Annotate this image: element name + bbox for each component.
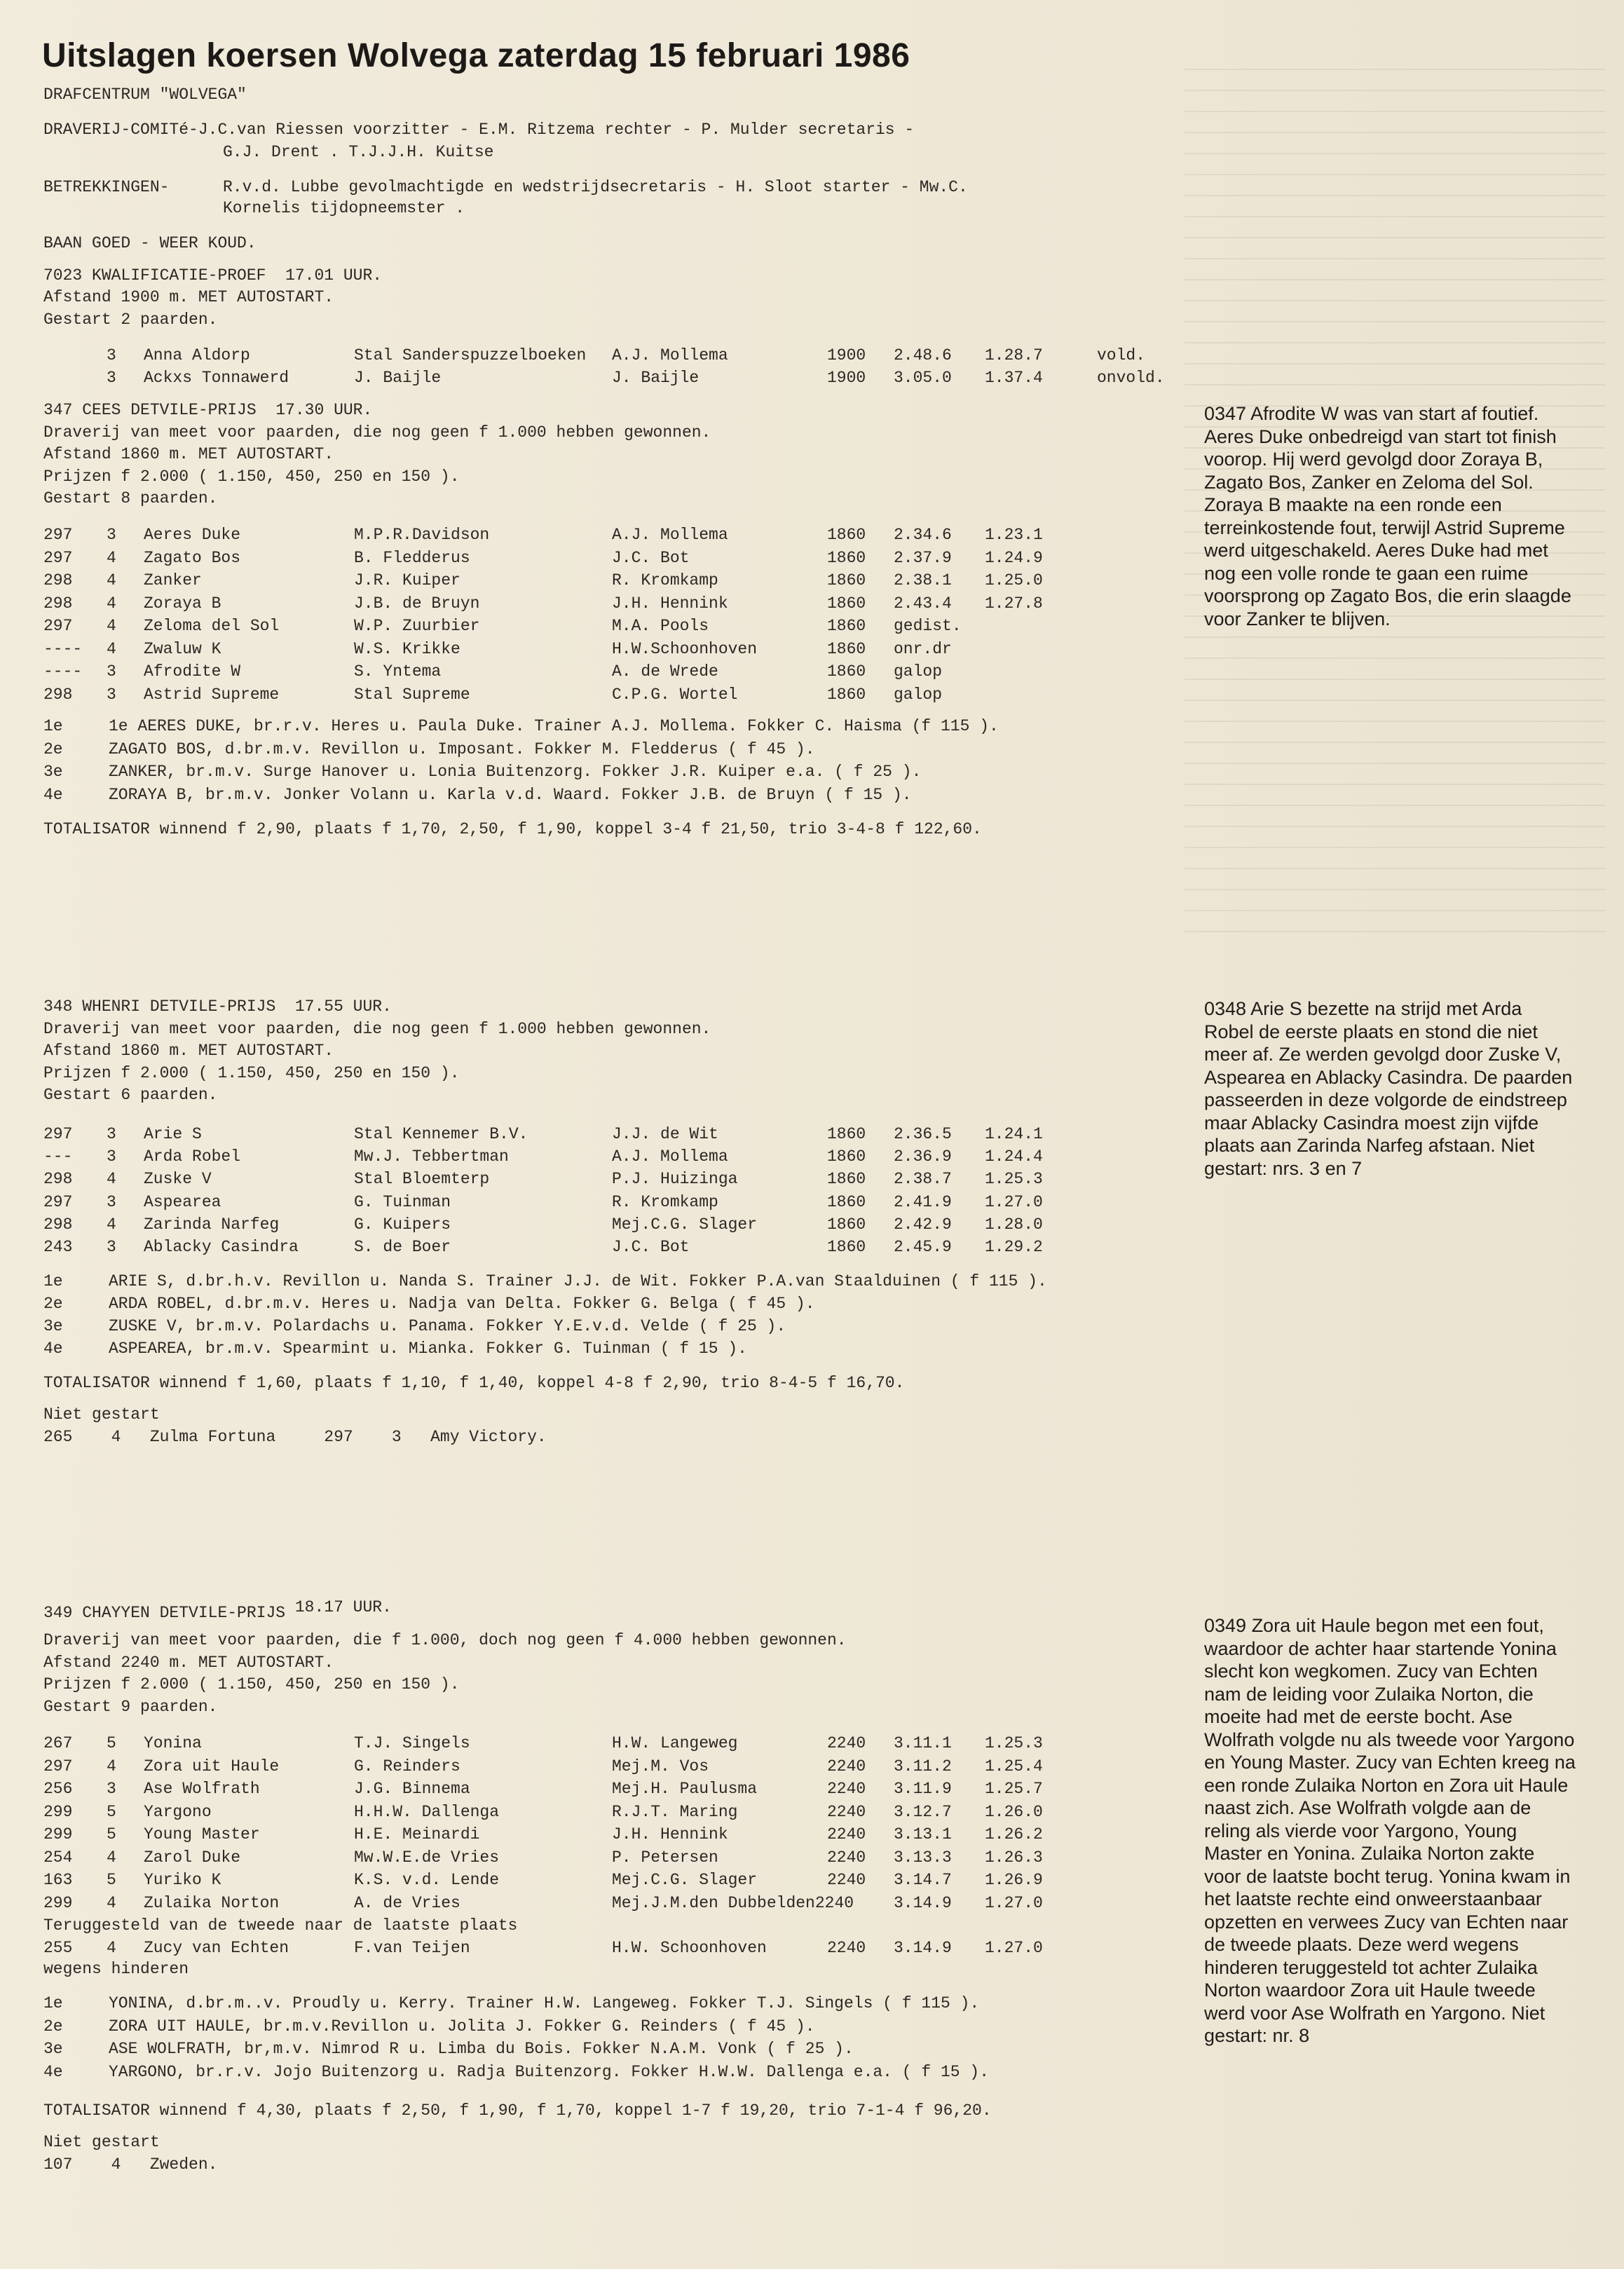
cell-nr: 256	[43, 1780, 73, 1798]
cell-nr: ----	[43, 662, 83, 681]
cell-time: 2.34.6	[894, 526, 952, 544]
cell-time: 2.38.7	[894, 1170, 952, 1189]
cell-distance: 2240	[827, 1757, 866, 1776]
page-title: Uitslagen koersen Wolvega zaterdag 15 februari 1986	[42, 37, 910, 74]
cell-nr: 255	[43, 1939, 73, 1957]
cell-owner: J. Baijle	[354, 369, 442, 387]
cell-driver: J.H. Hennink	[612, 1825, 728, 1844]
cell-time: 2.36.5	[894, 1125, 952, 1143]
cell-driver: J.C. Bot	[612, 1238, 690, 1256]
race348-comment: 0348 Arie S bezette na strijd met Arda Robel de eerste plaats en stond die niet meer af. Ze werden gevolgd door Zuske V, Aspearea en Ablacky Casindra. De paarden passeerden in deze volgorde de eindstreep maar Ablacky Casindra moest zijn vijfde plaats aan Zarinda Narfeg afstaan. Niet gestart: nrs. 3 en 7	[1204, 998, 1573, 1179]
cell-age: 3	[107, 1192, 116, 1211]
cell-age: 3	[107, 685, 116, 704]
cell-horse: Yuriko K	[144, 1871, 221, 1889]
cell-time: 2.45.9	[894, 1238, 952, 1256]
cell-distance: 1860	[827, 526, 866, 544]
cell-horse: Ase Wolfrath	[144, 1780, 260, 1798]
cell-distance: 1860	[827, 1192, 866, 1211]
cell-distance: 1860	[827, 685, 866, 704]
placing-text: ZUSKE V, br.m.v. Polardachs u. Panama. Fokker Y.E.v.d. Velde ( f 25 ).	[109, 1317, 786, 1335]
cell-distance: 2240	[827, 1871, 866, 1889]
placing-rank: 2e	[43, 1295, 63, 1313]
cell-owner: G. Tuinman	[354, 1192, 451, 1211]
race-info-line: Draverij van meet voor paarden, die nog geen f 1.000 hebben gewonnen.	[43, 423, 711, 442]
cell-horse: Aeres Duke	[144, 526, 241, 544]
cell-driver: A.J. Mollema	[612, 526, 728, 544]
cell-horse: Zeloma del Sol	[144, 617, 280, 635]
race349-totalisator: TOTALISATOR winnend f 4,30, plaats f 2,50, f 1,90, f 1,70, koppel 1-7 f 19,20, trio 7-1-4 f 96,20.	[43, 2101, 992, 2120]
cell-km-time: 1.25.7	[985, 1780, 1043, 1798]
cell-owner: G. Kuipers	[354, 1215, 451, 1234]
race-info-line: Gestart 6 paarden.	[43, 1086, 218, 1104]
cell-driver: A.J. Mollema	[612, 1147, 728, 1166]
race7023-line2: Afstand 1900 m. MET AUTOSTART.	[43, 288, 334, 306]
cell-age: 5	[107, 1825, 116, 1844]
cell-distance: 1860	[827, 1170, 866, 1189]
cell-age: 3	[107, 1147, 116, 1166]
cell-horse: Zagato Bos	[144, 548, 241, 567]
cell-driver: R. Kromkamp	[612, 1192, 718, 1211]
cell-horse: Anna Aldorp	[144, 346, 250, 364]
cell-km-time: 1.26.0	[985, 1802, 1043, 1821]
cell-nr: 297	[43, 1192, 73, 1211]
cell-distance: 2240	[827, 1802, 866, 1821]
cell-horse: Zanker	[144, 571, 202, 590]
header-comite-1: DRAVERIJ-COMITé-J.C.van Riessen voorzitter - E.M. Ritzema rechter - P. Mulder secretaris -	[43, 121, 915, 139]
cell-distance: 1860	[827, 1125, 866, 1143]
cell-km-time: 1.24.1	[985, 1125, 1043, 1143]
cell-driver: J.J. de Wit	[612, 1125, 718, 1143]
placing-text: ZORA UIT HAULE, br.m.v.Revillon u. Jolita J. Fokker G. Reinders ( f 45 ).	[109, 2017, 815, 2036]
cell-nr: 298	[43, 571, 73, 590]
cell-time: galop	[894, 685, 943, 704]
cell-nr: 297	[43, 1757, 73, 1776]
placing-rank: 1e	[43, 1272, 63, 1290]
cell-owner: Stal Bloemterp	[354, 1170, 490, 1189]
cell-horse: Young Master	[144, 1825, 260, 1844]
cell-owner: W.S. Krikke	[354, 639, 460, 658]
cell-horse: Yonina	[144, 1734, 202, 1752]
cell-owner: T.J. Singels	[354, 1734, 470, 1752]
placing-rank: 2e	[43, 2017, 63, 2036]
race349-wegens: wegens hinderen	[43, 1960, 189, 1978]
cell-km-time: 1.25.4	[985, 1757, 1043, 1776]
cell-age: 4	[107, 639, 116, 658]
cell-age: 4	[107, 594, 116, 613]
cell-driver: P.J. Huizinga	[612, 1170, 738, 1189]
cell-horse: Zucy van Echten	[144, 1939, 289, 1957]
cell-km-time: 1.27.0	[985, 1192, 1043, 1211]
cell-distance: 1860	[827, 639, 866, 658]
race7023-line1: 7023 KWALIFICATIE-PROEF 17.01 UUR.	[43, 266, 383, 285]
cell-nr: ----	[43, 639, 83, 658]
cell-owner: J.R. Kuiper	[354, 571, 460, 590]
cell-distance: 1860	[827, 1147, 866, 1166]
cell-km-time: 1.23.1	[985, 526, 1043, 544]
placing-rank: 3e	[43, 763, 63, 781]
cell-horse: Zoraya B	[144, 594, 221, 613]
race-info-line: Gestart 9 paarden.	[43, 1697, 218, 1716]
cell-age: 3	[107, 526, 116, 544]
cell-driver: J. Baijle	[612, 369, 700, 387]
placing-rank: 3e	[43, 1317, 63, 1335]
cell-horse: Arda Robel	[144, 1147, 241, 1166]
cell-distance: 2240	[827, 1848, 866, 1867]
cell-nr: 299	[43, 1893, 73, 1912]
cell-distance: 1860	[827, 1238, 866, 1256]
cell-distance: 1860	[827, 662, 866, 681]
cell-horse: Zwaluw K	[144, 639, 221, 658]
race347-comment: 0347 Afrodite W was van start af foutief. Aeres Duke onbedreigd van start tot finish voorop. Hij werd gevolgd door Zoraya B, Zagato Bos, Zanker en Zeloma del Sol. Zoraya B maakte na een ronde een terreinkostende fout, terwijl Astrid Supreme werd uitgeschakeld. Aeres Duke had met nog een volle ronde te gaan een ruime voorsprong op Zagato Bos, die erin slaagde voor Zanker te blijven.	[1204, 403, 1571, 629]
cell-km-time: 1.37.4	[985, 369, 1043, 387]
placing-rank: 3e	[43, 2040, 63, 2058]
cell-km-time: 1.27.8	[985, 594, 1043, 613]
cell-driver: Mej.H. Paulusma	[612, 1780, 758, 1798]
cell-driver: H.W. Langeweg	[612, 1734, 738, 1752]
race-info-line: Gestart 8 paarden.	[43, 489, 218, 507]
cell-owner: J.G. Binnema	[354, 1780, 470, 1798]
placing-text: 1e AERES DUKE, br.r.v. Heres u. Paula Duke. Trainer A.J. Mollema. Fokker C. Haisma (f 115 ).	[109, 717, 999, 735]
cell-driver: A. de Wrede	[612, 662, 718, 681]
cell-km-time: 1.26.9	[985, 1871, 1043, 1889]
cell-age: 5	[107, 1802, 116, 1821]
race349-comment: 0349 Zora uit Haule begon met een fout, waardoor de achter haar startende Yonina slecht kon wegkomen. Zucy van Echten nam de leiding voor Zulaika Norton, die moeite had met de eerste bocht. Ase Wolfrath volgde nu als tweede voor Yargono en Young Master. Zucy van Echten kreeg na een ronde Zulaika Norton en Zora uit Haule naast zich. Ase Wolfrath volgde aan de reling als vierde voor Yargono, Young Master en Yonina. Zulaika Norton zakte voor de laatste bocht terug. Yonina kwam in het laatste rechte eind onweerstaanbaar opzetten en verwees Zucy van Echten naar de tweede plaats. Deze werd wegens hinderen teruggesteld tot achter Zulaika Norton waardoor Zora uit Haule tweede werd voor Ase Wolfrath en Yargono. Niet gestart: nr. 8	[1204, 1615, 1576, 2046]
cell-km-time: 1.25.3	[985, 1734, 1043, 1752]
cell-owner: H.H.W. Dallenga	[354, 1802, 500, 1821]
race-info-line: Afstand 1860 m. MET AUTOSTART.	[43, 1042, 334, 1060]
cell-horse: Aspearea	[144, 1192, 221, 1211]
cell-distance: 1900	[827, 369, 866, 387]
cell-distance: 1860	[827, 571, 866, 590]
cell-result: vold.	[1097, 346, 1146, 364]
cell-km-time: 1.26.2	[985, 1825, 1043, 1844]
cell-nr: 299	[43, 1802, 73, 1821]
cell-age: 4	[107, 1848, 116, 1867]
cell-owner: W.P. Zuurbier	[354, 617, 480, 635]
race347-totalisator: TOTALISATOR winnend f 2,90, plaats f 1,70, 2,50, f 1,90, koppel 3-4 f 21,50, trio 3-4-8 f 122,60.	[43, 820, 982, 838]
cell-driver: H.W.Schoonhoven	[612, 639, 758, 658]
cell-owner: Stal Supreme	[354, 685, 470, 704]
cell-time: 2.38.1	[894, 571, 952, 590]
cell-age: 4	[107, 1170, 116, 1189]
cell-driver: R.J.T. Maring	[612, 1802, 738, 1821]
cell-age: 4	[107, 1757, 116, 1776]
cell-owner: K.S. v.d. Lende	[354, 1871, 500, 1889]
cell-km-time: 1.28.0	[985, 1215, 1043, 1234]
cell-driver: C.P.G. Wortel	[612, 685, 738, 704]
cell-km-time: 1.26.3	[985, 1848, 1043, 1867]
race-info-line: Draverij van meet voor paarden, die nog geen f 1.000 hebben gewonnen.	[43, 1019, 711, 1038]
cell-horse: Yargono	[144, 1802, 212, 1821]
cell-owner: Mw.W.E.de Vries	[354, 1848, 500, 1867]
cell-nr: ---	[43, 1147, 73, 1166]
cell-distance: 1860	[827, 1215, 866, 1234]
cell-horse: Arie S	[144, 1125, 202, 1143]
race349-not-started: 107 4 Zweden.	[43, 2155, 218, 2174]
race-info-line: Prijzen f 2.000 ( 1.150, 450, 250 en 150 ).	[43, 467, 460, 486]
cell-nr: 298	[43, 594, 73, 613]
cell-owner: Stal Kennemer B.V.	[354, 1125, 528, 1143]
placing-rank: 1e	[43, 1994, 63, 2012]
cell-driver: J.H. Hennink	[612, 594, 728, 613]
cell-time: 2.41.9	[894, 1192, 952, 1211]
cell-driver: Mej.M. Vos	[612, 1757, 709, 1776]
cell-time: galop	[894, 662, 943, 681]
cell-time: 3.11.1	[894, 1734, 952, 1752]
cell-time: 2.37.9	[894, 548, 952, 567]
header-betrekkingen-1: R.v.d. Lubbe gevolmachtigde en wedstrijdsecretaris - H. Sloot starter - Mw.C.	[223, 178, 968, 196]
cell-horse: Ablacky Casindra	[144, 1238, 299, 1256]
cell-owner: B. Fledderus	[354, 548, 470, 567]
cell-nr: 297	[43, 1125, 73, 1143]
cell-km-time: 1.24.4	[985, 1147, 1043, 1166]
cell-time: gedist.	[894, 617, 962, 635]
cell-time: 3.05.0	[894, 369, 952, 387]
race-info-line: Prijzen f 2.000 ( 1.150, 450, 250 en 150 ).	[43, 1063, 460, 1082]
cell-time: 3.12.7	[894, 1802, 952, 1821]
cell-age: 3	[107, 662, 116, 681]
cell-nr: 299	[43, 1825, 73, 1844]
cell-horse: Zarol Duke	[144, 1848, 241, 1867]
cell-owner: A. de Vries	[354, 1893, 460, 1912]
cell-distance: 2240	[827, 1825, 866, 1844]
cell-driver: Mej.J.M.den Dubbelden2240	[612, 1893, 854, 1912]
cell-km-time: 1.25.3	[985, 1170, 1043, 1189]
cell-time: 3.13.3	[894, 1848, 952, 1867]
placing-text: ASPEAREA, br.m.v. Spearmint u. Mianka. Fokker G. Tuinman ( f 15 ).	[109, 1340, 747, 1358]
placing-rank: 4e	[43, 2062, 63, 2081]
cell-time: 3.13.1	[894, 1825, 952, 1844]
race349-not-started-label: Niet gestart	[43, 2133, 160, 2151]
race-info-line: Afstand 2240 m. MET AUTOSTART.	[43, 1653, 334, 1672]
cell-driver: R. Kromkamp	[612, 571, 718, 590]
race349-teruggesteld: Teruggesteld van de tweede naar de laatste plaats	[43, 1916, 518, 1935]
cell-time: 3.11.9	[894, 1780, 952, 1798]
cell-time: onr.dr	[894, 639, 952, 658]
cell-distance: 1860	[827, 617, 866, 635]
cell-nr: 298	[43, 685, 73, 704]
cell-age: 4	[107, 1893, 116, 1912]
cell-owner: S. de Boer	[354, 1238, 451, 1256]
cell-owner: G. Reinders	[354, 1757, 460, 1776]
cell-distance: 2240	[827, 1780, 866, 1798]
cell-owner: H.E. Meinardi	[354, 1825, 480, 1844]
cell-nr: 298	[43, 1215, 73, 1234]
cell-driver: J.C. Bot	[612, 548, 690, 567]
cell-age: 4	[107, 571, 116, 590]
cell-horse: Zulaika Norton	[144, 1893, 280, 1912]
cell-horse: Astrid Supreme	[144, 685, 280, 704]
cell-time: 3.14.9	[894, 1939, 952, 1957]
cell-age: 5	[107, 1734, 116, 1752]
race-info-line: Afstand 1860 m. MET AUTOSTART.	[43, 445, 334, 463]
cell-driver: Mej.C.G. Slager	[612, 1215, 758, 1234]
cell-nr: 297	[43, 526, 73, 544]
placing-text: ZAGATO BOS, d.br.m.v. Revillon u. Imposant. Fokker M. Fledderus ( f 45 ).	[109, 740, 815, 758]
placing-rank: 4e	[43, 785, 63, 804]
cell-distance: 1860	[827, 594, 866, 613]
placing-text: YARGONO, br.r.v. Jojo Buitenzorg u. Radja Buitenzorg. Fokker H.W.W. Dallenga e.a. ( f 15 ).	[109, 2062, 990, 2081]
cell-age: 4	[107, 617, 116, 635]
cell-nr: 267	[43, 1734, 73, 1752]
cell-owner: Stal Sanderspuzzelboeken	[354, 346, 587, 364]
header-betrekkingen-2: Kornelis tijdopneemster .	[223, 199, 465, 217]
cell-age: 3	[107, 1780, 116, 1798]
cell-driver: Mej.C.G. Slager	[612, 1871, 758, 1889]
placing-text: ARIE S, d.br.h.v. Revillon u. Nanda S. Trainer J.J. de Wit. Fokker P.A.van Staalduinen ( f 115 ).	[109, 1272, 1047, 1290]
cell-km-time: 1.27.0	[985, 1939, 1043, 1957]
cell-distance: 1900	[827, 346, 866, 364]
race349-title: 349 CHAYYEN DETVILE-PRIJS 18.17 UUR.	[43, 1598, 392, 1622]
cell-time: 2.42.9	[894, 1215, 952, 1234]
race-info-line: 347 CEES DETVILE-PRIJS 17.30 UUR.	[43, 401, 373, 419]
cell-nr: 297	[43, 617, 73, 635]
race348-totalisator: TOTALISATOR winnend f 1,60, plaats f 1,10, f 1,40, koppel 4-8 f 2,90, trio 8-4-5 f 16,70.	[43, 1374, 905, 1392]
placing-text: ASE WOLFRATH, br,m.v. Nimrod R u. Limba du Bois. Fokker N.A.M. Vonk ( f 25 ).	[109, 2040, 854, 2058]
race-info-line: Draverij van meet voor paarden, die f 1.000, doch nog geen f 4.000 hebben gewonnen.	[43, 1631, 847, 1649]
cell-age: 3	[107, 346, 116, 364]
header-baan: BAAN GOED - WEER KOUD.	[43, 234, 257, 252]
cell-km-time: 1.24.9	[985, 548, 1043, 567]
cell-owner: J.B. de Bruyn	[354, 594, 480, 613]
placing-rank: 2e	[43, 740, 63, 758]
cell-age: 4	[107, 1939, 116, 1957]
placing-text: ARDA ROBEL, d.br.m.v. Heres u. Nadja van Delta. Fokker G. Belga ( f 45 ).	[109, 1295, 815, 1313]
cell-horse: Ackxs Tonnawerd	[144, 369, 289, 387]
cell-driver: P. Petersen	[612, 1848, 718, 1867]
cell-time: 3.11.2	[894, 1757, 952, 1776]
cell-owner: S. Yntema	[354, 662, 442, 681]
cell-horse: Zarinda Narfeg	[144, 1215, 280, 1234]
header-betrekkingen-label: BETREKKINGEN-	[43, 178, 170, 196]
cell-age: 5	[107, 1871, 116, 1889]
cell-driver: M.A. Pools	[612, 617, 709, 635]
cell-time: 2.36.9	[894, 1147, 952, 1166]
cell-time: 3.14.7	[894, 1871, 952, 1889]
cell-age: 3	[107, 369, 116, 387]
cell-distance: 2240	[827, 1734, 866, 1752]
cell-km-time: 1.29.2	[985, 1238, 1043, 1256]
cell-nr: 243	[43, 1238, 73, 1256]
cell-owner: M.P.R.Davidson	[354, 526, 490, 544]
cell-driver: H.W. Schoonhoven	[612, 1939, 767, 1957]
cell-owner: F.van Teijen	[354, 1939, 470, 1957]
cell-km-time: 1.27.0	[985, 1893, 1043, 1912]
cell-horse: Afrodite W	[144, 662, 241, 681]
cell-age: 4	[107, 1215, 116, 1234]
cell-age: 4	[107, 548, 116, 567]
header-comite-2: G.J. Drent . T.J.J.H. Kuitse	[223, 143, 494, 161]
cell-nr: 163	[43, 1871, 73, 1889]
cell-time: 3.14.9	[894, 1893, 952, 1912]
race348-not-started: 265 4 Zulma Fortuna 297 3 Amy Victory.	[43, 1428, 547, 1446]
cell-distance: 1860	[827, 548, 866, 567]
cell-owner: Mw.J. Tebbertman	[354, 1147, 509, 1166]
cell-nr: 298	[43, 1170, 73, 1189]
header-centrum: DRAFCENTRUM "WOLVEGA"	[43, 86, 247, 104]
cell-age: 3	[107, 1238, 116, 1256]
cell-nr: 254	[43, 1848, 73, 1867]
placing-rank: 4e	[43, 1340, 63, 1358]
cell-km-time: 1.28.7	[985, 346, 1043, 364]
placing-text: YONINA, d.br.m..v. Proudly u. Kerry. Trainer H.W. Langeweg. Fokker T.J. Singels ( f 115 ).	[109, 1994, 980, 2012]
cell-age: 3	[107, 1125, 116, 1143]
race7023-line3: Gestart 2 paarden.	[43, 311, 218, 329]
placing-text: ZANKER, br.m.v. Surge Hanover u. Lonia Buitenzorg. Fokker J.R. Kuiper e.a. ( f 25 ).	[109, 763, 922, 781]
race-info-line: 348 WHENRI DETVILE-PRIJS 17.55 UUR.	[43, 997, 392, 1016]
race348-not-started-label: Niet gestart	[43, 1405, 160, 1424]
cell-time: 2.43.4	[894, 594, 952, 613]
cell-time: 2.48.6	[894, 346, 952, 364]
cell-km-time: 1.25.0	[985, 571, 1043, 590]
cell-horse: Zuske V	[144, 1170, 212, 1189]
cell-driver: A.J. Mollema	[612, 346, 728, 364]
placing-rank: 1e	[43, 717, 63, 735]
cell-distance: 2240	[827, 1939, 866, 1957]
cell-horse: Zora uit Haule	[144, 1757, 280, 1776]
cell-result: onvold.	[1097, 369, 1165, 387]
race-info-line: Prijzen f 2.000 ( 1.150, 450, 250 en 150 ).	[43, 1675, 460, 1694]
placing-text: ZORAYA B, br.m.v. Jonker Volann u. Karla v.d. Waard. Fokker J.B. de Bruyn ( f 15 ).	[109, 785, 912, 804]
cell-nr: 297	[43, 548, 73, 567]
